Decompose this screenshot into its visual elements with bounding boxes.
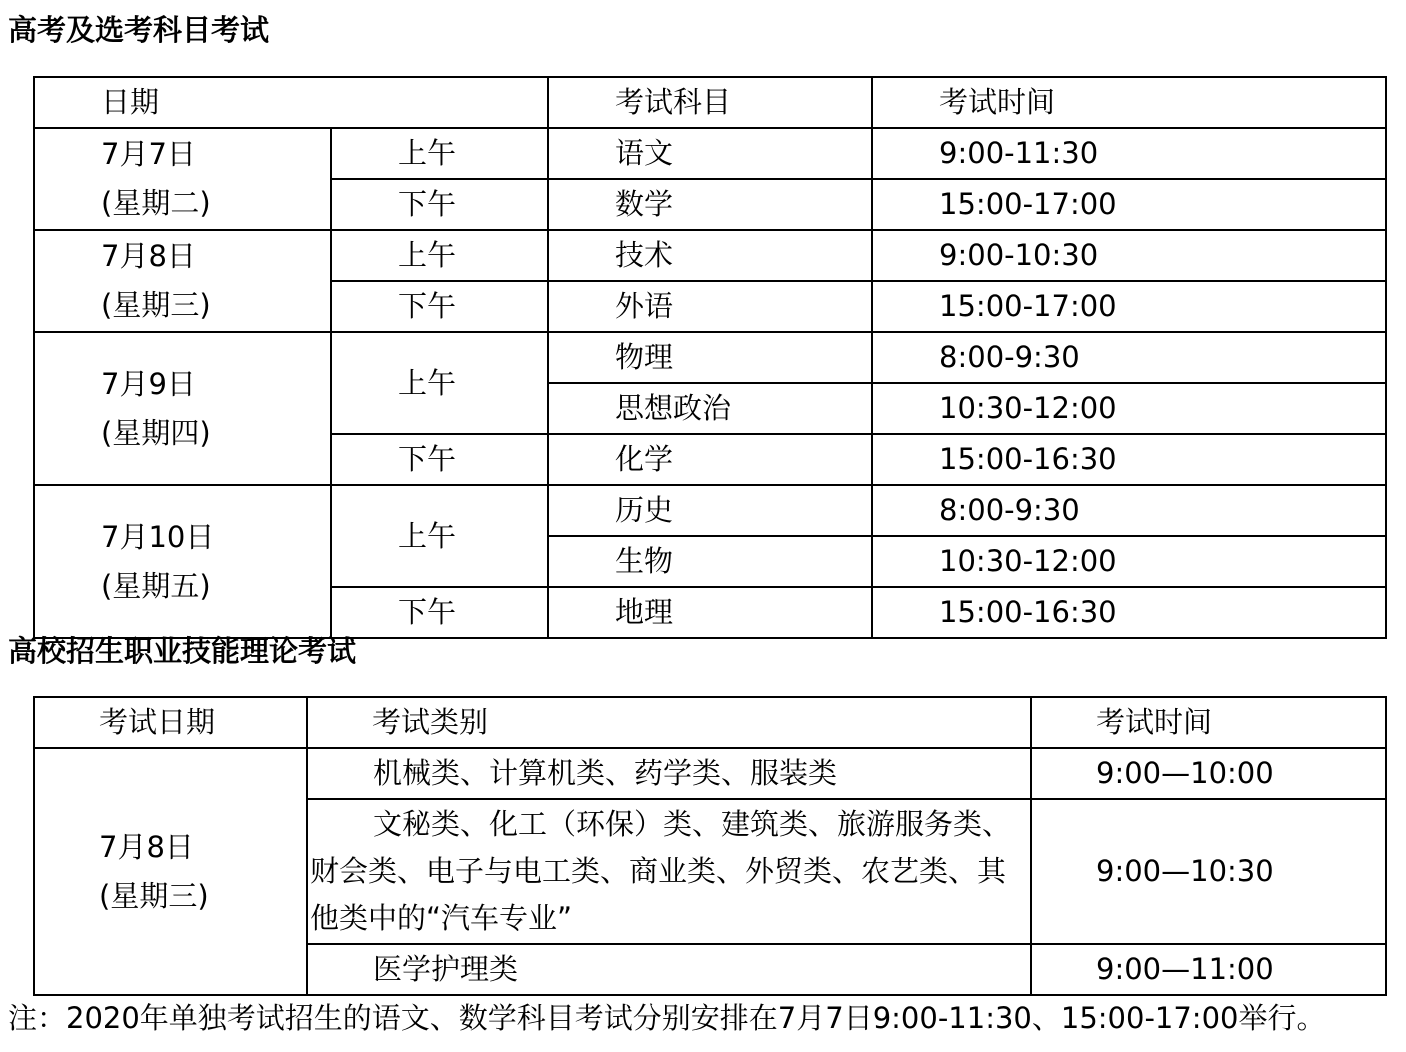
time-cell: 8:00-9:30 [872, 485, 1386, 536]
subject-cell: 数学 [548, 179, 872, 230]
date-cell [34, 485, 331, 638]
table-header-row [34, 697, 1386, 748]
table-row [34, 332, 1386, 383]
period-pm: 下午 [331, 434, 548, 485]
time-cell: 15:00-17:00 [872, 281, 1386, 332]
subject-cell: 地理 [548, 587, 872, 638]
date-text: 7月10日 [101, 519, 215, 554]
period-am: 上午 [331, 485, 548, 587]
time-cell: 9:00-10:30 [872, 230, 1386, 281]
time-cell: 9:00—10:00 [1031, 748, 1386, 799]
time-cell: 10:30-12:00 [872, 383, 1386, 434]
gaokao-schedule-table [33, 76, 1387, 639]
header-time: 考试时间 [872, 77, 1386, 128]
time-cell: 15:00-17:00 [872, 179, 1386, 230]
date-text: 7月8日 [99, 829, 194, 864]
subject-cell: 语文 [548, 128, 872, 179]
header-time: 考试时间 [1031, 697, 1386, 748]
time-cell: 9:00-11:30 [872, 128, 1386, 179]
table-header-row [34, 77, 1386, 128]
weekday-text: (星期四) [101, 415, 211, 450]
time-cell: 15:00-16:30 [872, 434, 1386, 485]
date-cell [34, 332, 331, 485]
header-subject: 考试科目 [548, 77, 872, 128]
period-pm: 下午 [331, 281, 548, 332]
header-category: 考试类别 [307, 697, 1031, 748]
time-cell: 9:00—10:30 [1031, 799, 1386, 944]
footnote: 注：2020年单独考试招生的语文、数学科目考试分别安排在7月7日9:00-11:30、15:00-17:00举行。 [8, 1001, 1326, 1035]
weekday-text: (星期三) [99, 878, 209, 913]
subject-cell: 化学 [548, 434, 872, 485]
category-cell: 机械类、计算机类、药学类、服装类 [307, 748, 1031, 799]
date-cell [34, 128, 331, 230]
table-row [34, 485, 1386, 536]
subject-cell: 历史 [548, 485, 872, 536]
date-text: 7月7日 [101, 137, 196, 171]
subject-cell: 思想政治 [548, 383, 872, 434]
table-row [34, 128, 1386, 179]
period-am: 上午 [331, 332, 548, 434]
table-row [34, 748, 1386, 799]
subject-cell: 技术 [548, 230, 872, 281]
vocational-exam-table [33, 696, 1387, 996]
period-pm: 下午 [331, 179, 548, 230]
header-exam-date: 考试日期 [34, 697, 307, 748]
category-cell: 医学护理类 [307, 944, 1031, 995]
date-cell [34, 230, 331, 332]
subject-cell: 物理 [548, 332, 872, 383]
header-date: 日期 [34, 77, 548, 128]
time-cell: 10:30-12:00 [872, 536, 1386, 587]
weekday-text: (星期五) [101, 568, 211, 603]
weekday-text: (星期二) [101, 186, 211, 220]
period-am: 上午 [331, 230, 548, 281]
time-cell: 8:00-9:30 [872, 332, 1386, 383]
section-title-gaokao: 高考及选考科目考试 [8, 13, 270, 47]
date-cell [34, 748, 307, 995]
time-cell: 9:00—11:00 [1031, 944, 1386, 995]
weekday-text: (星期三) [101, 288, 211, 322]
section-title-vocational: 高校招生职业技能理论考试 [8, 634, 357, 668]
date-text: 7月8日 [101, 239, 196, 273]
table-row [34, 230, 1386, 281]
subject-cell: 生物 [548, 536, 872, 587]
subject-cell: 外语 [548, 281, 872, 332]
period-pm: 下午 [331, 587, 548, 638]
date-text: 7月9日 [101, 366, 196, 401]
period-am: 上午 [331, 128, 548, 179]
category-cell: 文秘类、化工（环保）类、建筑类、旅游服务类、财会类、电子与电工类、商业类、外贸类、农艺类、其他类中的“汽车专业” [307, 799, 1031, 944]
time-cell: 15:00-16:30 [872, 587, 1386, 638]
